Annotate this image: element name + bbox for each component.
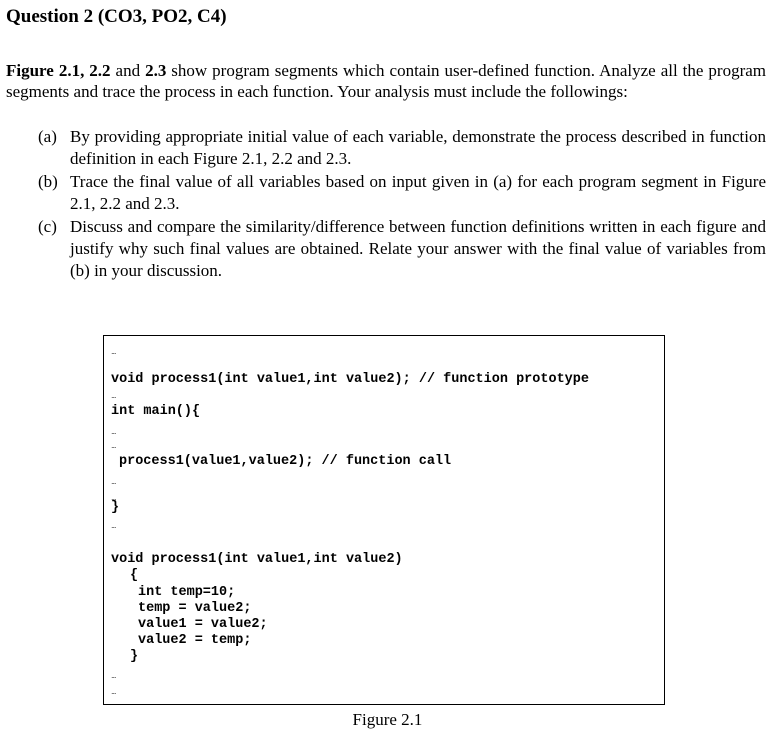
ellipsis: ... [111, 670, 116, 680]
intro-rest: show program segments which contain user-defined function. Analyze all the program segments and trace the process in each function. Your analysis must include the followings: [6, 61, 767, 101]
code-call: process1(value1,value2); // function call [119, 454, 452, 469]
ellipsis: ... [111, 476, 116, 486]
ellipsis: ... [111, 346, 116, 356]
code-line1: int temp=10; [138, 585, 236, 600]
code-close-brace: } [130, 649, 139, 664]
code-open-brace: { [130, 568, 139, 583]
code-prototype: void process1(int value1,int value2); // function prototype [111, 372, 589, 387]
part-b [38, 171, 766, 215]
part-label: (a) [38, 127, 57, 146]
part-text: Discuss and compare the similarity/difference between function definitions written in each figure and justify why such final values are obtained. Relate your answer with the final value of variables from (b) in your discussion. [70, 217, 766, 280]
code-def-header: void process1(int value1,int value2) [111, 552, 403, 567]
ellipsis: ... [111, 390, 116, 400]
code-line2: temp = value2; [138, 601, 252, 616]
code-main-close: } [111, 500, 120, 515]
code-main-open: int main(){ [111, 404, 201, 419]
question-parts [38, 126, 766, 283]
ellipsis: ... [111, 426, 116, 436]
ellipsis: ... [111, 520, 116, 530]
part-text: By providing appropriate initial value of each variable, demonstrate the process described in function definition in each Figure 2.1, 2.2 and 2.3. [70, 127, 766, 168]
part-a [38, 126, 766, 170]
part-label: (c) [38, 217, 57, 236]
question-intro [6, 60, 766, 102]
part-label: (b) [38, 172, 58, 191]
figure-caption: Figure 2.1 [352, 710, 423, 729]
part-c [38, 216, 766, 282]
intro-figures-bold: Figure 2.1, 2.2 [6, 61, 111, 80]
code-figure-box [103, 335, 665, 705]
ellipsis: ... [111, 492, 116, 502]
question-heading: Question 2 (CO3, PO2, C4) [6, 6, 227, 27]
intro-and: and [110, 61, 146, 80]
code-line3: value1 = value2; [138, 617, 268, 632]
intro-figure-last-bold: 2.3 [145, 61, 167, 80]
part-text: Trace the final value of all variables based on input given in (a) for each program segment in Figure 2.1, 2.2 and 2.3. [70, 172, 766, 213]
ellipsis: ... [111, 440, 116, 450]
code-line4: value2 = temp; [138, 633, 252, 648]
ellipsis: ... [111, 686, 116, 696]
